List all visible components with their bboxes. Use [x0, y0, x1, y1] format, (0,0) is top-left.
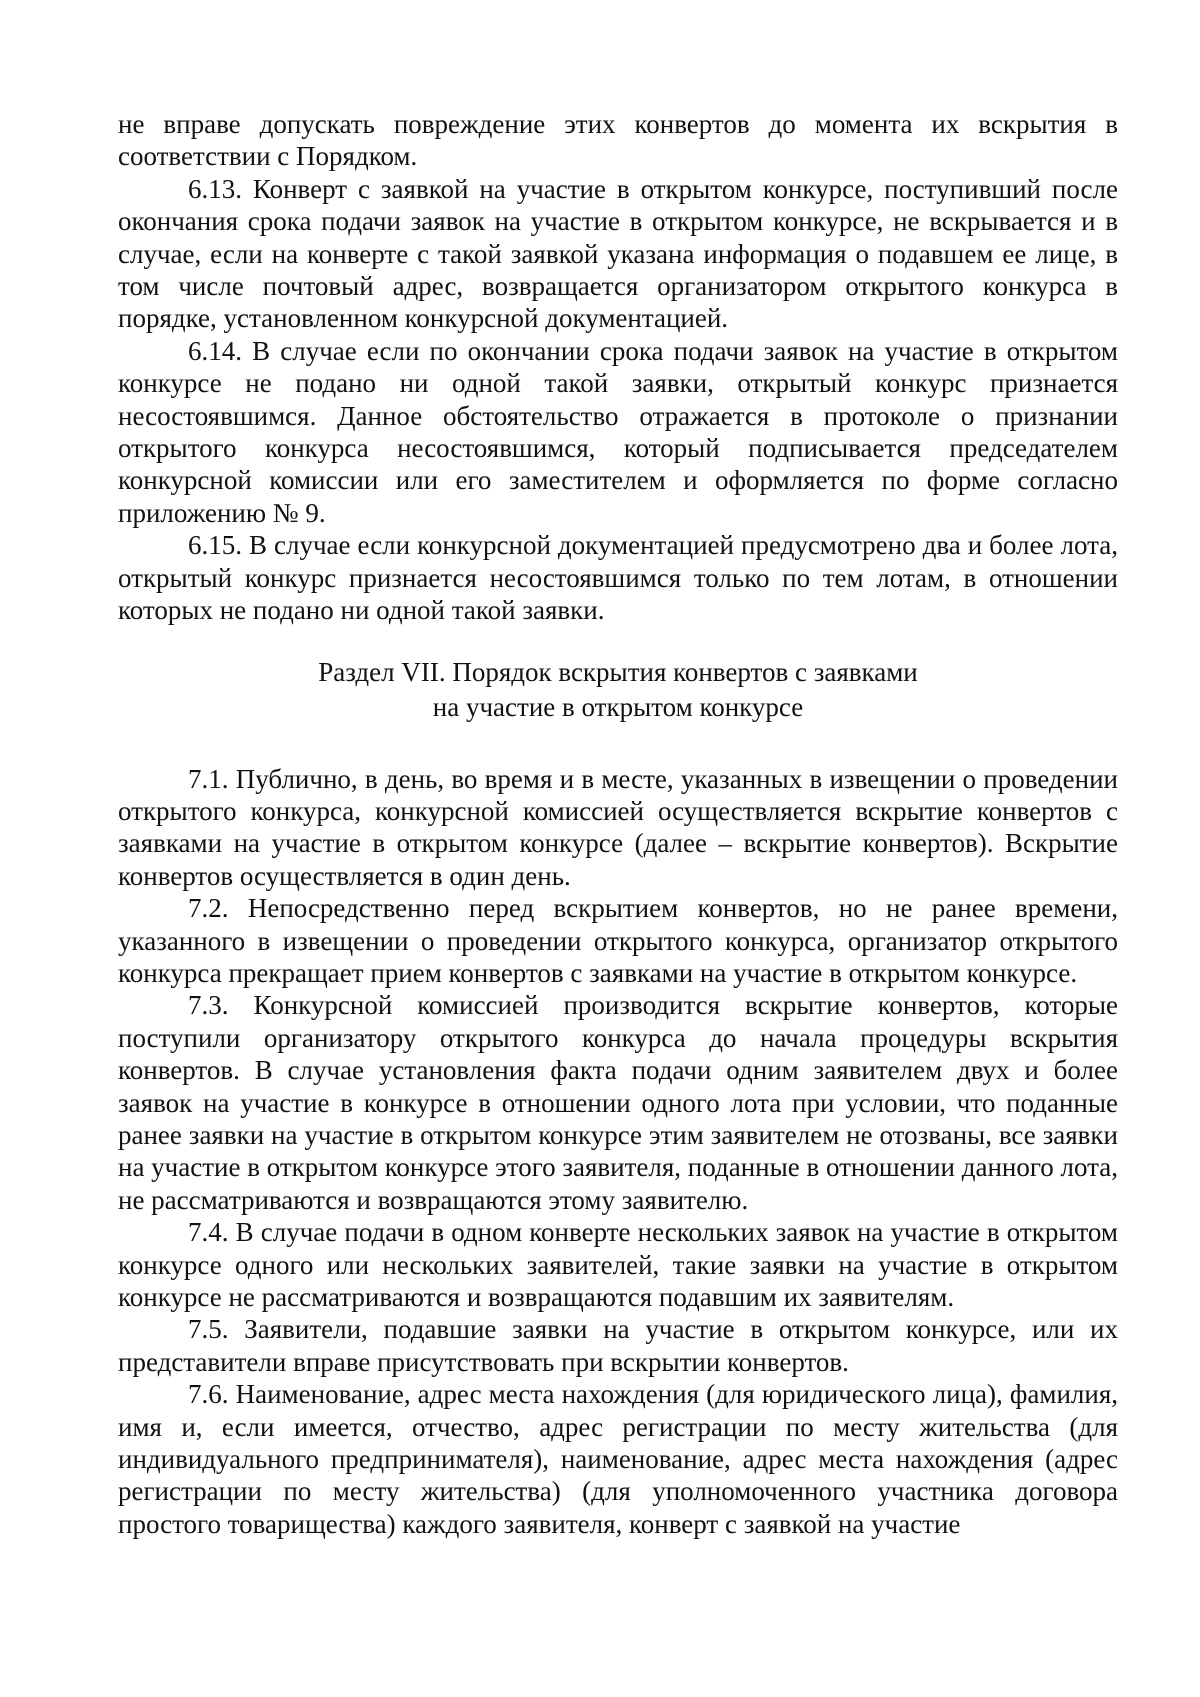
- section-heading: [118, 655, 1118, 725]
- paragraph-continuation: не вправе допускать повреждение этих конвертов до момента их вскрытия в соответствии с Порядком.: [118, 109, 1118, 172]
- paragraph-7-5: 7.5. Заявители, подавшие заявки на участие в открытом конкурсе, или их представители вправе присутствовать при вскрытии конвертов.: [118, 1314, 1118, 1377]
- paragraph-7-3: 7.3. Конкурсной комиссией производится вскрытие конвертов, которые поступили организатору открытого конкурса до начала процедуры вскрытия конвертов. В случае установления факта подачи одним заявителем двух и более заявок на участие в конкурсе в отношении одного лота при условии, что поданные ранее заявки на участие в открытом конкурсе этим заявителем не отозваны, все заявки на участие в открытом конкурсе этого заявителя, поданные в отношении данного лота, не рассматриваются и возвращаются этому заявителю.: [118, 990, 1118, 1215]
- paragraph-6-14: 6.14. В случае если по окончании срока подачи заявок на участие в открытом конкурсе не подано ни одной такой заявки, открытый конкурс признается несостоявшимся. Данное обстоятельство отражается в протоколе о признании открытого конкурса несостоявшимся, который подписывается председателем конкурсной комиссии или его заместителем и оформляется по форме согласно приложению № 9.: [118, 335, 1118, 528]
- paragraph-6-15: 6.15. В случае если конкурсной документацией предусмотрено два и более лота, открытый конкурс признается несостоявшимся только по тем лотам, в отношении которых не подано ни одной такой заявки.: [118, 530, 1118, 626]
- paragraph-7-4: 7.4. В случае подачи в одном конверте нескольких заявок на участие в открытом конкурсе одного или нескольких заявителей, такие заявки на участие в открытом конкурсе не рассматриваются и возвращаются подавшим их заявителям.: [118, 1217, 1118, 1312]
- section-heading-line-2: на участие в открытом конкурсе: [432, 691, 804, 722]
- paragraph-7-6: 7.6. Наименование, адрес места нахождения (для юридического лица), фамилия, имя и, если имеется, отчество, адрес регистрации по месту жительства (для индивидуального предпринимателя), наименование, адрес места нахождения (адрес регистрации по месту жительства) (для уполномоченного участника договора простого товарищества) каждого заявителя, конверт с заявкой на участие: [118, 1379, 1118, 1539]
- paragraph-7-2: 7.2. Непосредственно перед вскрытием конвертов, но не ранее времени, указанного в извещении о проведении открытого конкурса, организатор открытого конкурса прекращает прием конвертов с заявками на участие в открытом конкурсе.: [118, 893, 1118, 988]
- paragraph-7-1: 7.1. Публично, в день, во время и в месте, указанных в извещении о проведении открытого конкурса, конкурсной комиссией осуществляется вскрытие конвертов с заявками на участие в открытом конкурсе (далее – вскрытие конвертов). Вскрытие конвертов осуществляется в один день.: [118, 763, 1118, 891]
- paragraph-6-13: 6.13. Конверт с заявкой на участие в открытом конкурсе, поступивший после окончания срока подачи заявок на участие в открытом конкурсе, не вскрывается и в случае, если на конверте с такой заявкой указана информация о подавшем ее лице, в том числе почтовый адрес, возвращается организатором открытого конкурса в порядке, установленном конкурсной документацией.: [118, 173, 1118, 334]
- document-body: [118, 108, 1118, 1540]
- section-heading-line-1: Раздел VII. Порядок вскрытия конвертов с заявками: [318, 656, 918, 687]
